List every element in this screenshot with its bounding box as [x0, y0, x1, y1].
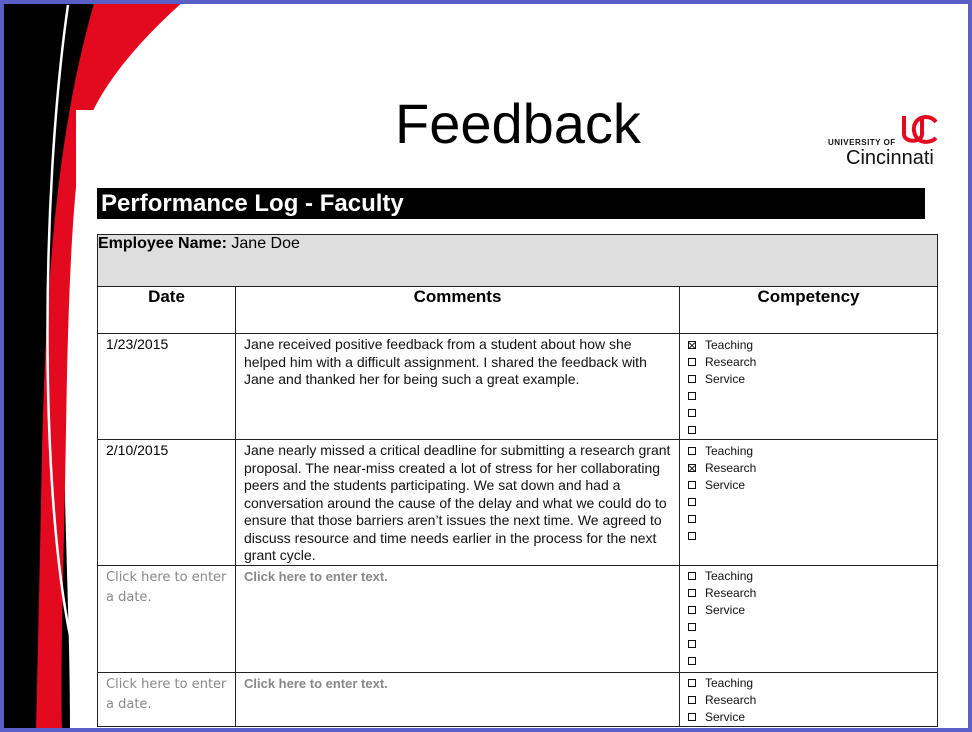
competency-option[interactable] [688, 602, 937, 619]
competency-label: Teaching [705, 569, 754, 583]
slide-content-edge [76, 110, 98, 732]
competency-option[interactable] [688, 709, 937, 726]
checkbox-icon[interactable] [688, 392, 696, 400]
competency-option[interactable] [688, 510, 937, 527]
competency-label: Research [705, 460, 757, 475]
logo-line-2: Cincinnati [846, 147, 934, 169]
checkbox-icon[interactable] [688, 515, 696, 523]
competency-option[interactable] [688, 442, 937, 459]
checkbox-icon[interactable] [688, 426, 696, 434]
comment-cell[interactable]: Jane nearly missed a critical deadline for submitting a research grant proposal. The near-miss created a lot of stress for her collaborating peers and the students participating. We sat down and had a conversation around the cause of the delay and what we could do to ensure that those barriers aren’t issues the next time. We agreed to discuss resource and time needs earlier in the process for the next grant cycle. [236, 440, 680, 566]
competency-option[interactable] [688, 675, 937, 692]
date-cell[interactable]: 1/23/2015 [98, 334, 236, 440]
competency-option[interactable] [688, 619, 937, 636]
competency-cell [680, 565, 938, 672]
competency-option[interactable] [688, 653, 937, 670]
competency-option[interactable] [688, 585, 937, 602]
comment-cell[interactable]: Jane received positive feedback from a student about how she helped him with a difficult assignment. I shared the feedback with Jane and thanked her for being such a great example. [236, 334, 680, 440]
checkbox-icon[interactable] [688, 358, 696, 366]
date-cell[interactable]: 2/10/2015 [98, 440, 236, 566]
checkbox-icon[interactable] [688, 572, 696, 580]
competency-label: Teaching [705, 676, 754, 690]
competency-cell [680, 334, 938, 440]
checked-checkbox-icon[interactable] [688, 464, 696, 472]
comment-cell[interactable]: Click here to enter text. [236, 672, 680, 726]
employee-name-label: Employee Name: [98, 235, 227, 252]
checkbox-icon[interactable] [688, 409, 696, 417]
table-row [98, 565, 938, 672]
comment-cell[interactable]: Click here to enter text. [236, 565, 680, 672]
checkbox-icon[interactable] [688, 375, 696, 383]
checkbox-icon[interactable] [688, 679, 696, 687]
competency-label: Service [705, 710, 746, 724]
checkbox-icon[interactable] [688, 657, 696, 665]
competency-label: Teaching [705, 443, 754, 458]
competency-label: Research [705, 354, 757, 369]
table-row [98, 440, 938, 566]
column-header-date: Date [98, 287, 236, 334]
checkbox-icon[interactable] [688, 696, 696, 704]
competency-label: Research [705, 586, 757, 600]
checkbox-icon[interactable] [688, 589, 696, 597]
checkbox-icon[interactable] [688, 713, 696, 721]
employee-row [98, 235, 938, 287]
competency-label: Service [705, 603, 746, 617]
checkbox-icon[interactable] [688, 447, 696, 455]
competency-option[interactable] [688, 370, 937, 387]
uc-monogram-icon [898, 114, 938, 148]
competency-option[interactable] [688, 421, 937, 438]
competency-option[interactable] [688, 692, 937, 709]
checkbox-icon[interactable] [688, 498, 696, 506]
performance-log-table [97, 234, 938, 727]
checkbox-icon[interactable] [688, 640, 696, 648]
date-cell[interactable]: Click here to enter a date. [98, 565, 236, 672]
logo-line-1: UNIVERSITY OF [828, 138, 896, 147]
competency-option[interactable] [688, 404, 937, 421]
competency-cell [680, 440, 938, 566]
competency-option[interactable] [688, 476, 937, 493]
competency-label: Research [705, 693, 757, 707]
column-header-comments: Comments [236, 287, 680, 334]
checkbox-icon[interactable] [688, 606, 696, 614]
employee-name-value[interactable]: Jane Doe [231, 235, 300, 252]
checkbox-icon[interactable] [688, 481, 696, 489]
competency-option[interactable] [688, 527, 937, 544]
competency-option[interactable] [688, 459, 937, 476]
header-row [98, 287, 938, 334]
table-row [98, 334, 938, 440]
competency-option[interactable] [688, 336, 937, 353]
table-row [98, 672, 938, 726]
slide-title: Feedback [395, 92, 641, 155]
date-cell[interactable]: Click here to enter a date. [98, 672, 236, 726]
competency-label: Teaching [705, 337, 754, 352]
form-heading: Performance Log - Faculty [97, 188, 925, 219]
competency-label: Service [705, 371, 746, 386]
competency-option[interactable] [688, 353, 937, 370]
column-header-competency: Competency [680, 287, 938, 334]
competency-cell [680, 672, 938, 726]
checked-checkbox-icon[interactable] [688, 341, 696, 349]
competency-option[interactable] [688, 636, 937, 653]
competency-label: Service [705, 477, 746, 492]
checkbox-icon[interactable] [688, 623, 696, 631]
competency-option[interactable] [688, 387, 937, 404]
competency-option[interactable] [688, 568, 937, 585]
checkbox-icon[interactable] [688, 532, 696, 540]
competency-option[interactable] [688, 493, 937, 510]
university-logo [828, 114, 950, 172]
